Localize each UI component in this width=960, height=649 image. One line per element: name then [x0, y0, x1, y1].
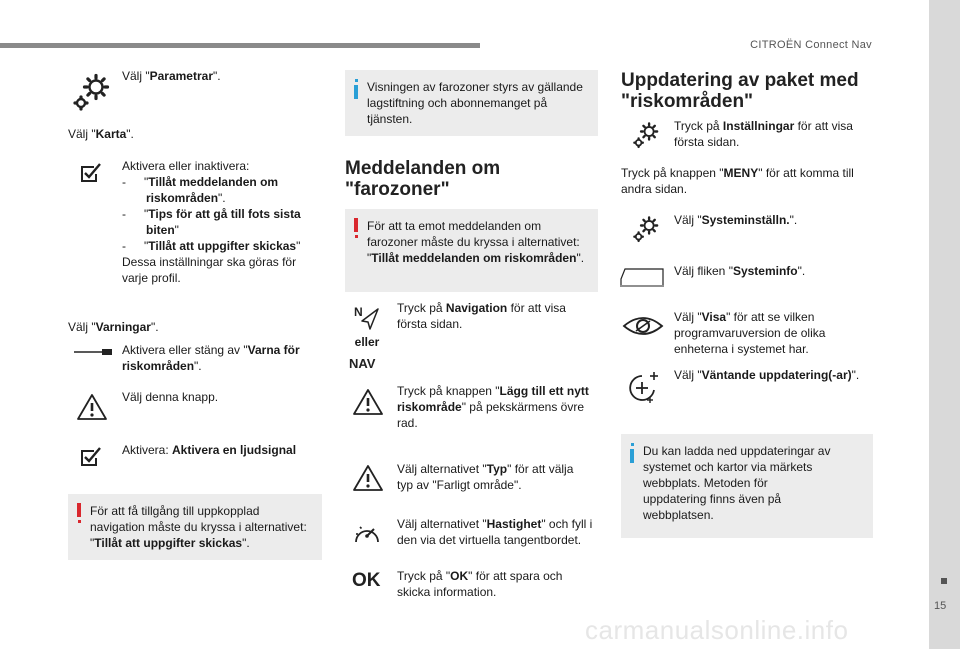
info-dot: [355, 79, 358, 82]
step-ljud: Aktivera: Aktivera en ljudsignal: [122, 443, 297, 457]
nav-button-label: NAV: [349, 356, 376, 371]
navigation-arrow-icon: [354, 305, 380, 331]
step-installningar: Tryck på Inställningar för att visa första sidan.: [674, 119, 853, 149]
warning-triangle-icon: [352, 464, 384, 492]
step-karta: Välj "Karta".: [68, 127, 134, 141]
info-note-box: [621, 434, 873, 538]
info-note-box: [345, 70, 598, 136]
step-systeminfo: Välj fliken "Systeminfo".: [674, 264, 806, 278]
gears-icon: [632, 215, 662, 243]
step-vantande: Välj "Väntande uppdatering(-ar)".: [674, 368, 860, 382]
list-item: - "Tips för att gå till fots sista biten": [122, 207, 301, 237]
warning-note-box: [345, 209, 598, 292]
step-parametrar: Välj "Parametrar".: [122, 69, 221, 83]
info-note-text: Visningen av farozoner styrs av gällande lagstiftning och abonnemanget på tjänsten.: [367, 80, 583, 126]
header-rule: [0, 43, 480, 48]
info-marker: [630, 449, 634, 463]
step-typ: Välj alternativet "Typ" för att välja typ av "Farligt område".: [397, 462, 574, 492]
step-visa: Välj "Visa" för att se vilken programvaruversion de olika enheterna i systemet har.: [674, 310, 826, 356]
step-ok: Tryck på "OK" för att spara och skicka information.: [397, 569, 563, 599]
step-lagg-till: Tryck på knappen "Lägg till ett nytt riskområde" på pekskärmens övre rad.: [397, 384, 589, 430]
tab-icon: [620, 268, 664, 288]
info-dot: [631, 443, 634, 446]
checkbox-icon: [80, 447, 102, 467]
warning-note-text: För att ta emot meddelanden om farozoner måste du kryssa i alternativet: "Tillåt meddelanden om riskområden".: [367, 219, 585, 265]
exclamation-marker: [77, 503, 81, 517]
checkbox-icon: [80, 163, 102, 183]
step-systeminstallningar: Välj "Systeminställn.".: [674, 213, 798, 227]
list-item: - "Tillåt meddelanden om riskområden".: [122, 175, 279, 205]
section-heading-riskomraden: Uppdatering av paket med "riskområden": [621, 70, 859, 112]
step-meny: Tryck på knappen "MENY" för att komma till andra sidan.: [621, 166, 854, 196]
update-download-icon: [624, 370, 660, 404]
info-marker: [354, 85, 358, 99]
gears-icon: [632, 121, 662, 149]
toggle-switch-icon: [74, 348, 112, 356]
section-heading-farozoner: Meddelanden om "farozoner": [345, 158, 501, 200]
warning-triangle-icon: [76, 393, 108, 421]
eller-label: eller: [354, 335, 380, 349]
warning-triangle-icon: [352, 388, 384, 416]
step-varningar: Välj "Varningar".: [68, 320, 159, 334]
svg-text:N: N: [354, 305, 363, 319]
gears-icon: [72, 72, 114, 112]
exclamation-marker: [354, 218, 358, 232]
continue-marker: [941, 578, 947, 584]
page-number: 15: [934, 600, 947, 612]
exclamation-dot: [355, 235, 358, 238]
step-hastighet: Välj alternativet "Hastighet" och fyll i den via det virtuella tangentbordet.: [397, 517, 593, 547]
page-header-title: CITROËN Connect Nav: [750, 39, 872, 51]
watermark: carmanualsonline.info: [585, 615, 849, 645]
speedometer-icon: [352, 520, 382, 548]
step-varna: Aktivera eller stäng av "Varna för riskområden".: [122, 343, 300, 373]
step-aktivera-list: Aktivera eller inaktivera: - "Tillåt meddelanden om riskområden". - "Tips för att gå till fots sista biten" - "Tillåt att uppgifter skickas" Dessa inställningar ska göras för varje profil.: [122, 158, 317, 286]
step-knapp: Välj denna knapp.: [122, 390, 219, 404]
exclamation-dot: [78, 520, 81, 523]
warning-note-box: [68, 494, 322, 560]
side-margin-bar: [929, 0, 960, 649]
info-note-text: Du kan ladda ned uppdateringar av systemet och kartor via märkets webbplats. Metoden för uppdatering finns även på webbplatsen.: [643, 444, 831, 522]
list-item: - "Tillåt att uppgifter skickas": [122, 239, 301, 253]
eye-icon: [622, 315, 664, 337]
warning-note-text: För att få tillgång till uppkopplad navigation måste du kryssa i alternativet: "Tillåt att uppgifter skickas".: [90, 504, 307, 550]
step-navigation: Tryck på Navigation för att visa första sidan.: [397, 301, 566, 331]
ok-button-label: OK: [352, 570, 381, 591]
